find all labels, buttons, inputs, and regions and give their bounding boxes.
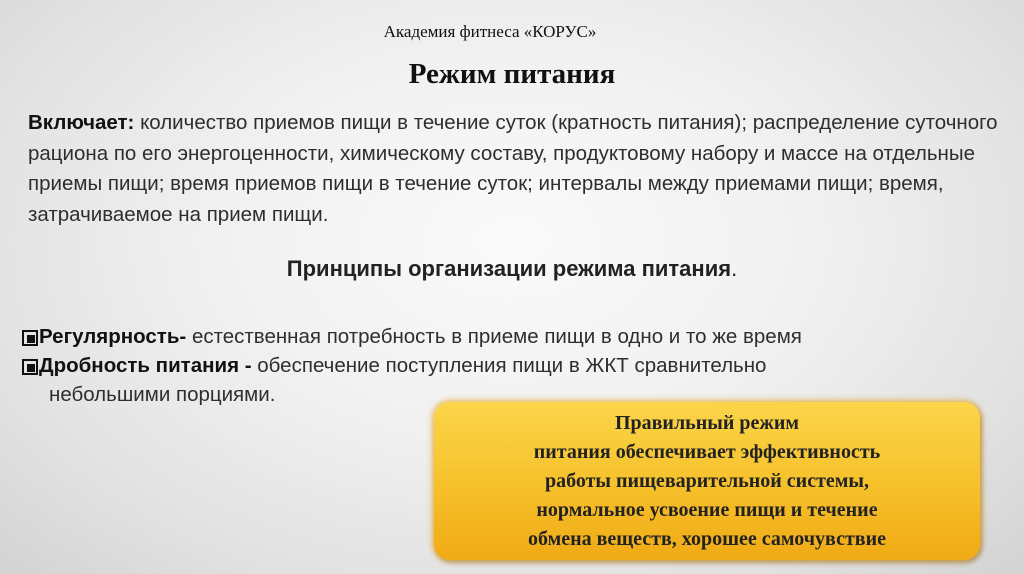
includes-paragraph (28, 108, 1018, 230)
includes-label: Включает: (28, 111, 135, 134)
list-item-content (39, 322, 802, 351)
callout-line: питания обеспечивает эффективность (533, 440, 881, 463)
list-item-content (39, 351, 766, 380)
callout-box (434, 402, 980, 560)
list-item-continuation: небольшими порциями. (49, 383, 276, 406)
principles-heading-text: Принципы организации режима питания (286, 256, 732, 281)
principles-list (22, 322, 1002, 409)
list-item (22, 322, 1002, 351)
callout-line: нормальное усвоение пищи и течение (536, 498, 878, 521)
list-item (22, 351, 1002, 380)
callout-line: Правильный режим (614, 411, 800, 434)
checkbox-bullet-icon (22, 330, 38, 346)
principles-heading (0, 256, 1024, 282)
callout-line: обмена веществ, хорошее самочувствие (528, 527, 886, 550)
callout-line: работы пищеварительной системы, (544, 469, 870, 492)
slide-title: Режим питания (408, 58, 616, 90)
list-item-text: обеспечение поступления пищи в ЖКТ сравнительно (251, 354, 767, 377)
list-item-term: Регулярность- (39, 325, 187, 348)
includes-text: количество приемов пищи в течение суток (кратность питания); распределение суточного рациона по его энергоценности, химическому составу, продуктовому набору и массе на отдельные приемы пищи; время приемов пищи в течение суток; интервалы между приемами пищи; время, затрачиваемое на прием пищи. (28, 111, 998, 226)
checkbox-bullet-icon (22, 359, 38, 375)
list-item-term: Дробность питания - (39, 354, 252, 377)
organization-name: Академия фитнеса «КОРУС» (383, 22, 597, 41)
principles-heading-dot: . (731, 256, 738, 281)
callout-text (528, 409, 886, 554)
list-item-text: естественная потребность в приеме пищи в одно и то же время (186, 325, 802, 348)
